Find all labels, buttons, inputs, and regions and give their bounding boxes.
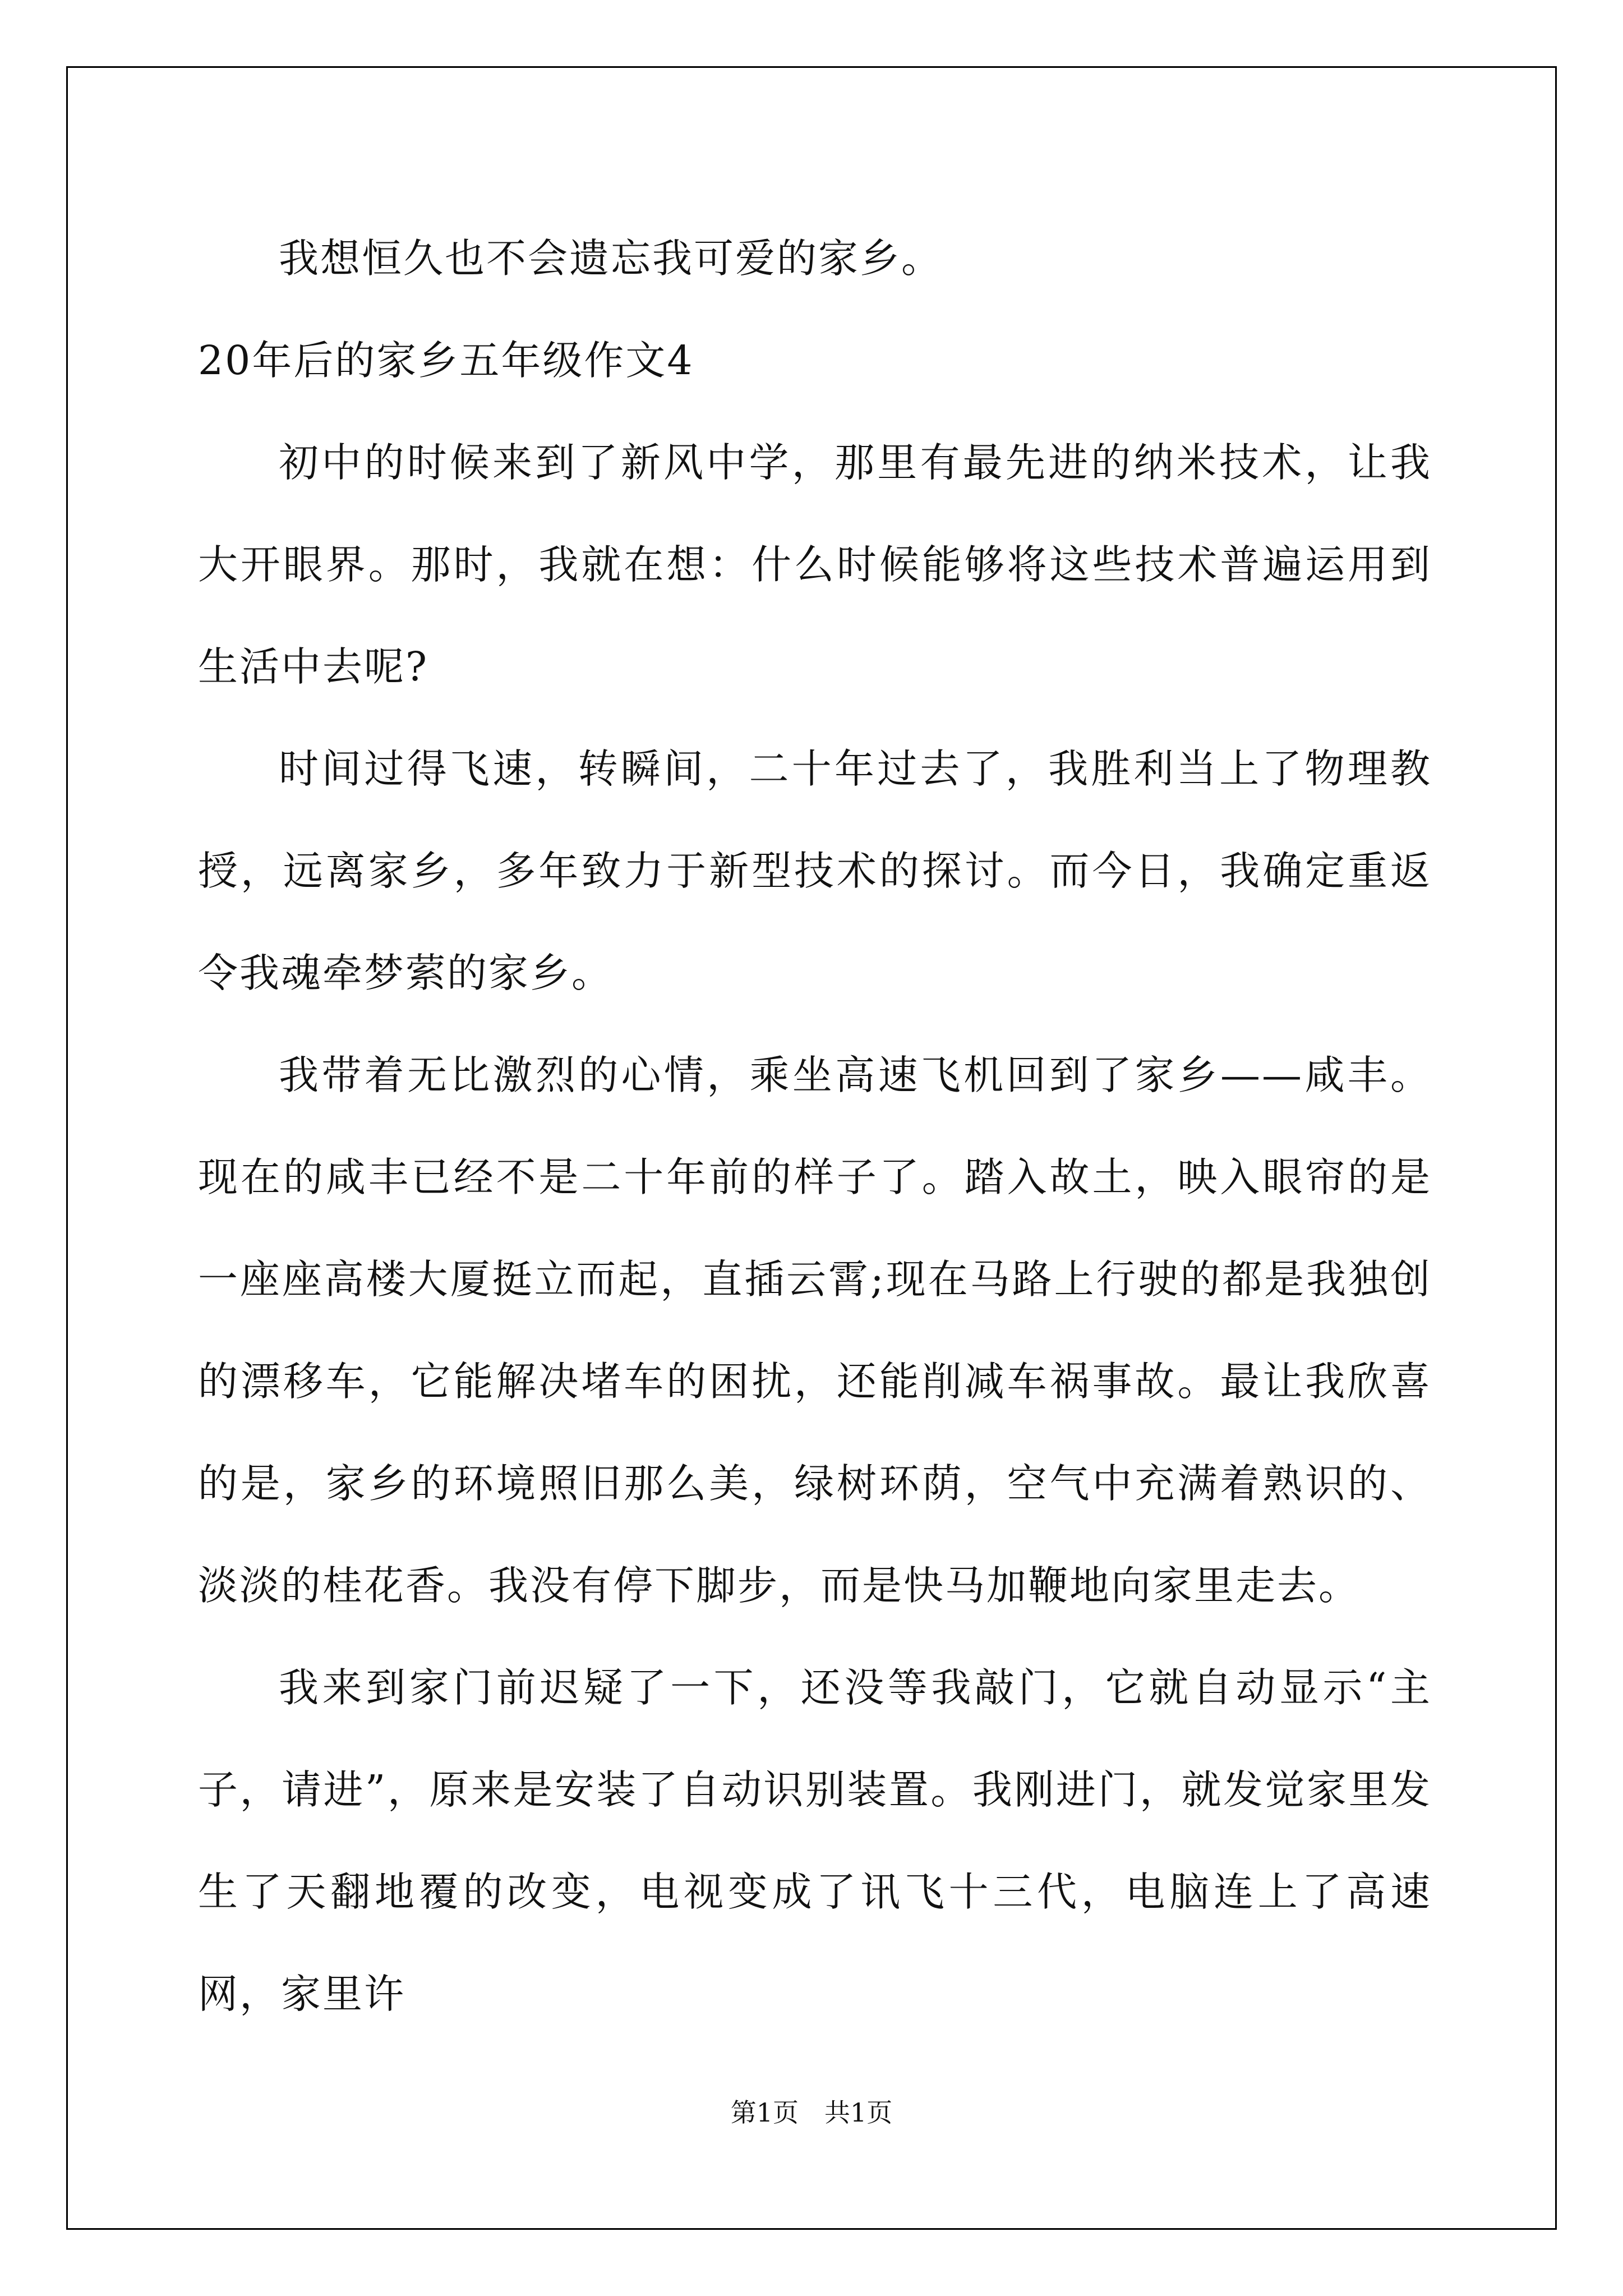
section-title: 20年后的家乡五年级作文4 [198,337,694,384]
paragraph: 时间过得飞速，转瞬间，二十年过去了，我胜利当上了物理教授，远离家乡，多年致力于新型技术的探讨。而今日，我确定重返令我魂牵梦萦的家乡。 [198,746,1432,996]
document-body [198,208,1432,2045]
paragraph: 初中的时候来到了新风中学，那里有最先进的纳米技术，让我大开眼界。那时，我就在想：什么时候能够将这些技术普遍运用到生活中去呢? [198,439,1432,690]
paragraph: 我想恒久也不会遗忘我可爱的家乡。 [279,235,943,282]
paragraph: 我来到家门前迟疑了一下，还没等我敲门，它就自动显示“主子，请进”，原来是安装了自动识别装置。我刚进门，就发觉家里发生了天翻地覆的改变，电视变成了讯飞十三代，电脑连上了高速网，家里许 [198,1664,1432,2017]
paragraph: 我带着无比激烈的心情，乘坐高速飞机回到了家乡——咸丰。现在的咸丰已经不是二十年前的样子了。踏入故土，映入眼帘的是一座座高楼大厦挺立而起，直插云霄;现在马路上行驶的都是我独创的漂移车，它能解决堵车的困扰，还能削减车祸事故。最让我欣喜的是，家乡的环境照旧那么美，绿树环荫，空气中充满着熟识的、淡淡的桂花香。我没有停下脚步，而是快马加鞭地向家里走去。 [198,1052,1432,1609]
page-footer: 第1页 共1页 [730,2097,893,2128]
